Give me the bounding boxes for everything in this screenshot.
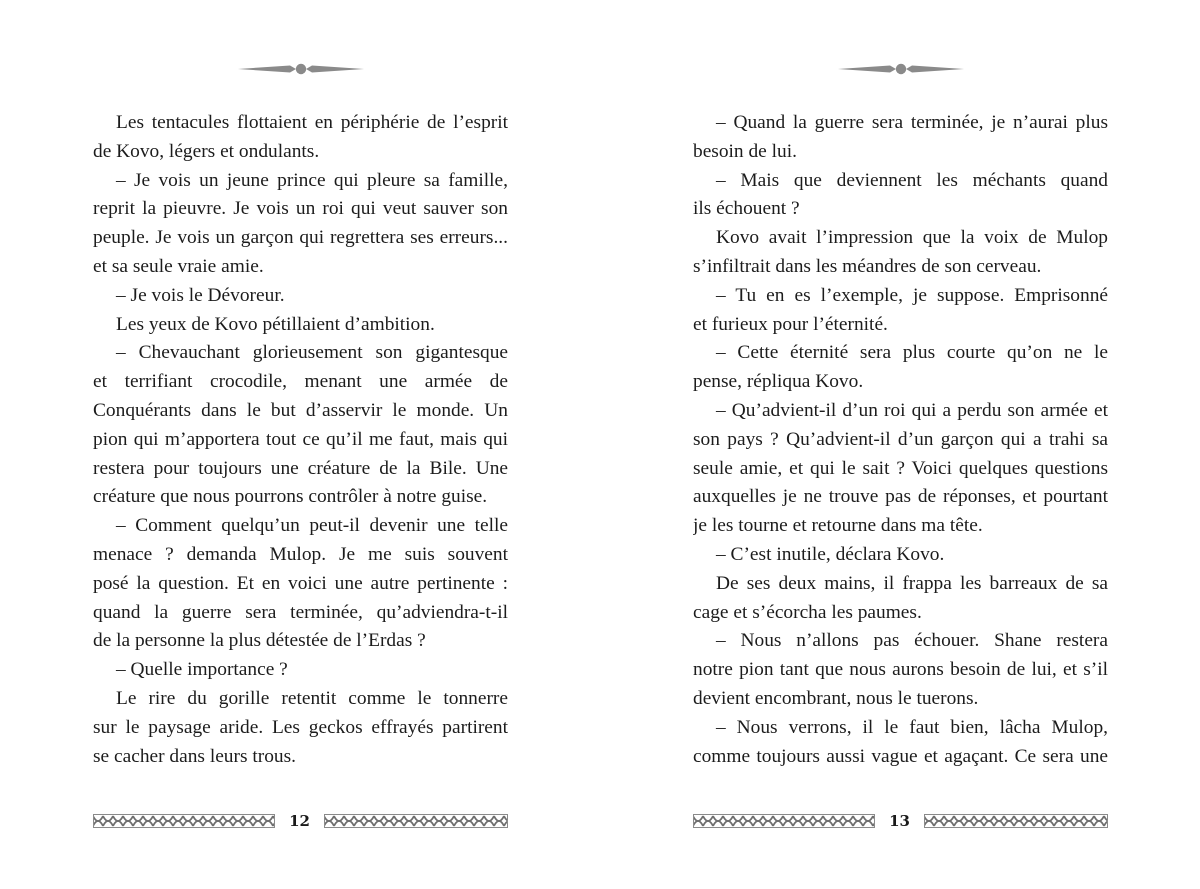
page-number: 13 xyxy=(889,812,910,830)
text-line: sur le paysage aride. Les geckos effrayés partirent xyxy=(93,716,508,738)
text-line: pion qui m’apportera tout ce qu’il me faut, mais qui xyxy=(93,428,508,450)
text-line: peuple. Je vois un garçon qui regrettera ses erreurs... xyxy=(93,227,508,249)
right-page xyxy=(600,0,1200,889)
text-line: comme toujours aussi vague et agaçant. Ce sera une xyxy=(693,745,1108,767)
text-line: son pays ? Qu’advient-il d’un garçon qui a trahi sa xyxy=(693,428,1108,450)
text-line: s’infiltrait dans les méandres de son cerveau. xyxy=(693,255,1042,277)
text-line: de la personne la plus détestée de l’Erdas ? xyxy=(93,630,426,652)
page-number: 12 xyxy=(289,812,310,830)
text-line: se cacher dans leurs trous. xyxy=(93,745,296,767)
text-line: auxquelles je ne trouve pas de réponses, et pourtant xyxy=(693,486,1108,508)
braid-band-icon xyxy=(93,814,275,828)
right-body-text xyxy=(693,109,1108,771)
text-line: Les tentacules flottaient en périphérie de l’esprit xyxy=(116,112,508,133)
right-footer xyxy=(693,811,1108,831)
text-line: et furieux pour l’éternité. xyxy=(693,313,888,335)
text-line: – C’est inutile, déclara Kovo. xyxy=(716,543,945,565)
text-line: – Je vois le Dévoreur. xyxy=(116,284,285,306)
braid-band-icon xyxy=(924,814,1108,828)
text-line: – Chevauchant glorieusement son gigantesque xyxy=(116,342,508,364)
text-line: notre pion tant que nous aurons besoin de lui, et s’il xyxy=(693,659,1108,681)
braid-band-icon xyxy=(693,814,875,828)
text-line: cage et s’écorcha les paumes. xyxy=(693,601,922,623)
left-body-text xyxy=(93,109,508,771)
left-footer xyxy=(93,811,508,831)
text-line: – Quelle importance ? xyxy=(116,659,288,681)
text-line: restera pour toujours une créature de la Bile. Une xyxy=(93,457,508,479)
text-line: – Cette éternité sera plus courte qu’on ne le xyxy=(716,342,1108,364)
text-line: de Kovo, légers et ondulants. xyxy=(93,140,320,162)
text-line: devient encombrant, nous le tuerons. xyxy=(693,687,979,709)
text-line: – Tu en es l’exemple, je suppose. Emprisonné xyxy=(716,284,1108,306)
text-line: posé la question. Et en voici une autre pertinente : xyxy=(93,572,508,594)
top-ornament-icon xyxy=(838,62,964,76)
text-line: besoin de lui. xyxy=(693,140,797,162)
text-line: – Comment quelqu’un peut-il devenir une telle xyxy=(116,515,508,537)
text-line: – Je vois un jeune prince qui pleure sa famille, xyxy=(116,169,508,191)
text-line: seule amie, et qui le sait ? Voici quelques questions xyxy=(693,457,1108,479)
text-line: menace ? demanda Mulop. Je me suis souvent xyxy=(93,543,508,565)
braid-band-icon xyxy=(324,814,508,828)
text-line: – Nous verrons, il le faut bien, lâcha Mulop, xyxy=(716,716,1108,738)
text-line: – Quand la guerre sera terminée, je n’aurai plus xyxy=(716,112,1108,133)
text-line: et sa seule vraie amie. xyxy=(93,255,264,277)
text-line: Les yeux de Kovo pétillaient d’ambition. xyxy=(116,313,435,335)
top-ornament-icon xyxy=(238,62,364,76)
text-line: pense, répliqua Kovo. xyxy=(693,371,864,393)
text-line: – Nous n’allons pas échouer. Shane restera xyxy=(716,630,1108,652)
text-line: et terrifiant crocodile, menant une armée de xyxy=(93,371,508,393)
text-line: reprit la pieuvre. Je vois un roi qui veut sauver son xyxy=(93,198,508,220)
text-line: Le rire du gorille retentit comme le tonnerre xyxy=(116,687,508,709)
text-line: De ses deux mains, il frappa les barreaux de sa xyxy=(716,572,1108,594)
text-line: ils échouent ? xyxy=(693,198,800,220)
text-line: quand la guerre sera terminée, qu’adviendra-t-il xyxy=(93,601,508,623)
text-line: créature que nous pourrons contrôler à notre guise. xyxy=(93,486,488,508)
text-line: Conquérants dans le but d’asservir le monde. Un xyxy=(93,399,508,421)
text-line: – Mais que deviennent les méchants quand xyxy=(716,169,1108,191)
text-line: Kovo avait l’impression que la voix de Mulop xyxy=(716,227,1108,249)
text-line: je les tourne et retourne dans ma tête. xyxy=(693,515,983,537)
text-line: – Qu’advient-il d’un roi qui a perdu son armée et xyxy=(716,399,1108,421)
